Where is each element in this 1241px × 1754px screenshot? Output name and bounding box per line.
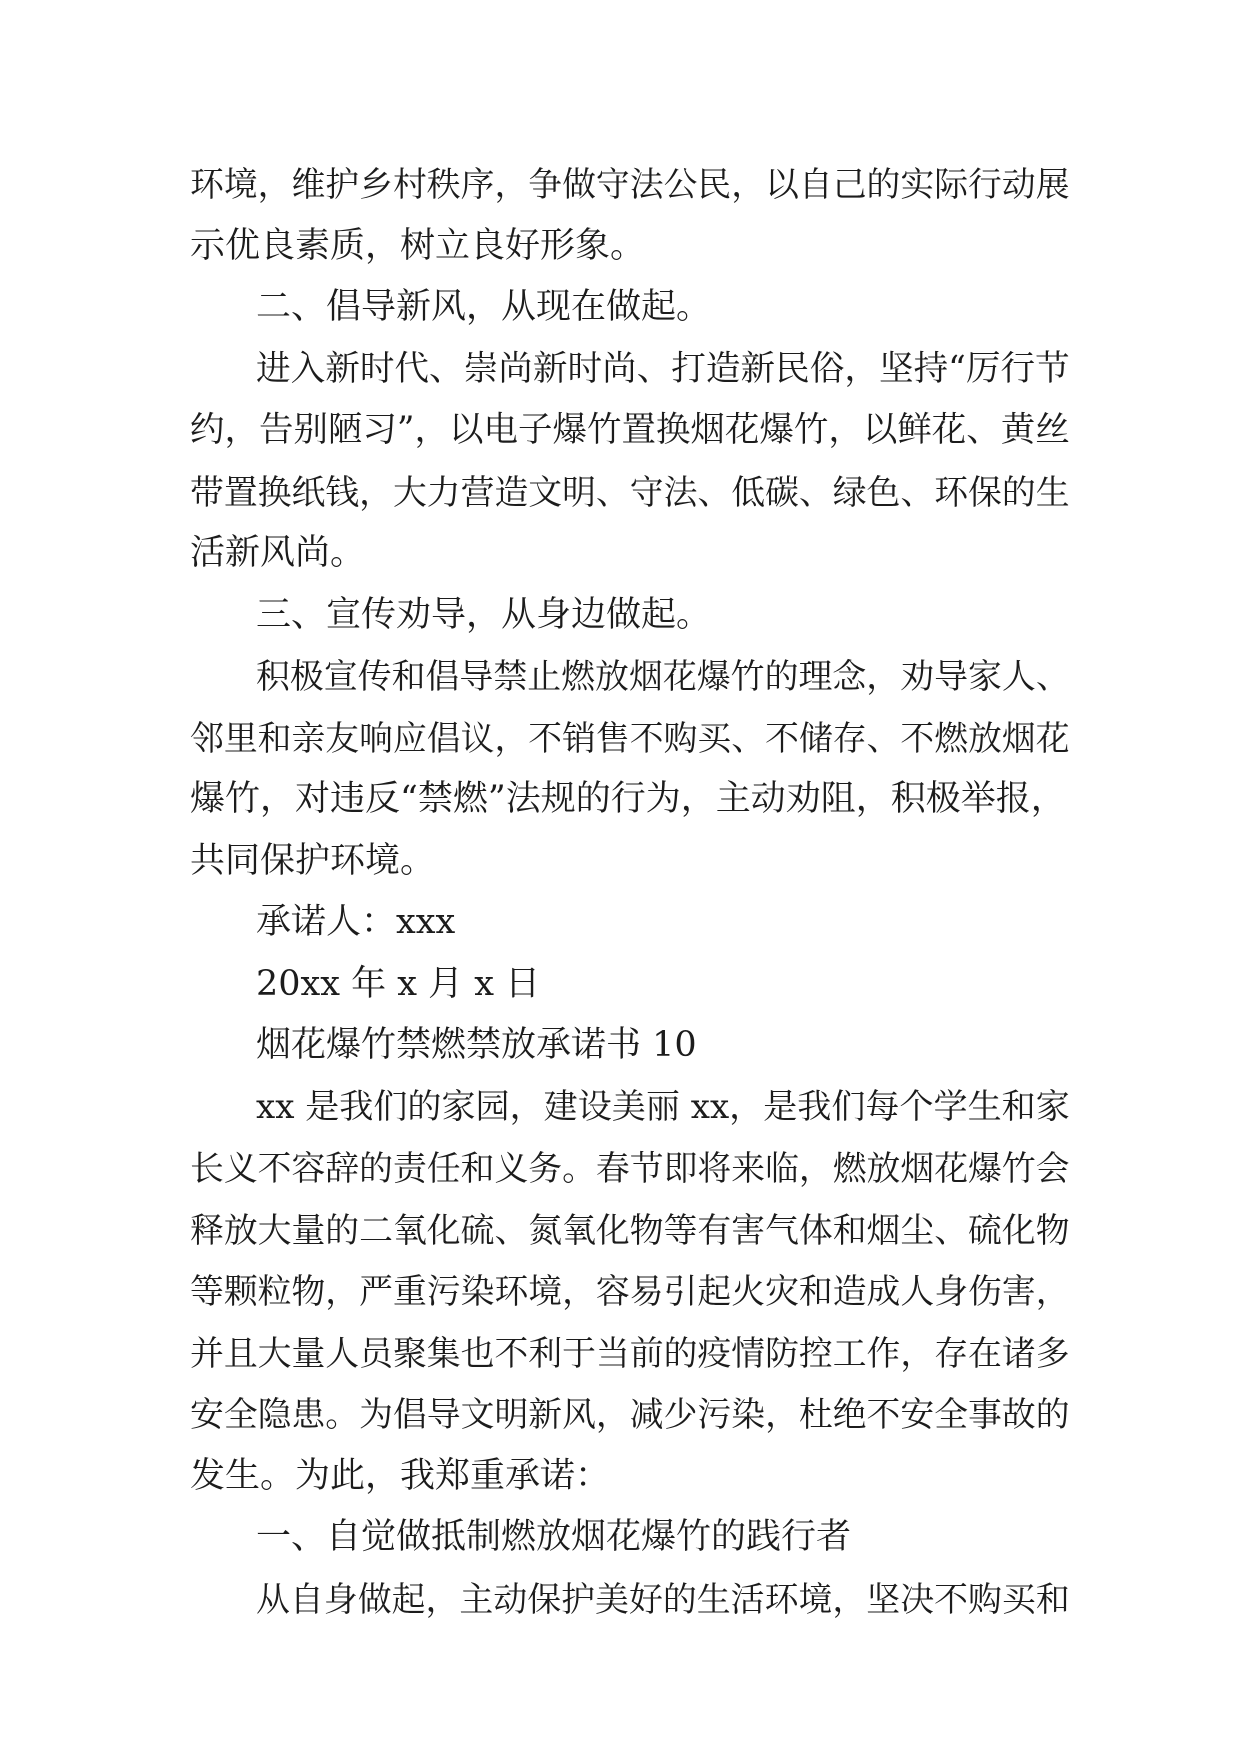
text-line: 等颗粒物，严重污染环境，容易引起火灾和造成人身伤害， — [190, 1272, 1070, 1311]
text-line: xx 是我们的家园，建设美丽 xx，是我们每个学生和家 — [256, 1086, 1070, 1127]
section-heading: 一、自觉做抵制燃放烟花爆竹的践行者 — [256, 1517, 852, 1557]
text-line: 进入新时代、崇尚新时尚、打造新民俗，坚持“厉行节 — [256, 348, 1070, 389]
document-title: 烟花爆竹禁燃禁放承诺书 10 — [256, 1025, 697, 1065]
text-line: 示优良素质，树立良好形象。 — [190, 225, 646, 266]
text-line: 安全隐患。为倡导文明新风，减少污染，杜绝不安全事故的 — [190, 1395, 1070, 1434]
section-heading: 三、宣传劝导，从身边做起。 — [256, 594, 712, 635]
text-line: 共同保护环境。 — [190, 840, 436, 881]
signatory-line: 承诺人：xxx — [256, 902, 456, 942]
text-line: 积极宣传和倡导禁止燃放烟花爆竹的理念，劝导家人、 — [256, 657, 1070, 696]
text-line: 发生。为此，我郑重承诺： — [190, 1455, 611, 1496]
text-line: 爆竹，对违反“禁燃”法规的行为，主动劝阻，积极举报， — [190, 779, 1066, 819]
text-line: 并且大量人员聚集也不利于当前的疫情防控工作，存在诸多 — [190, 1333, 1070, 1373]
section-heading: 二、倡导新风，从现在做起。 — [256, 287, 712, 327]
text-line: 活新风尚。 — [190, 533, 366, 573]
text-line: 释放大量的二氧化硫、氮氧化物等有害气体和烟尘、硫化物 — [190, 1210, 1070, 1250]
text-line: 邻里和亲友响应倡议，不销售不购买、不储存、不燃放烟花 — [190, 718, 1070, 758]
text-line: 从自身做起，主动保护美好的生活环境，坚决不购买和 — [256, 1579, 1070, 1619]
text-line: 长义不容辞的责任和义务。春节即将来临，燃放烟花爆竹会 — [190, 1149, 1070, 1188]
document-body — [190, 154, 1070, 1630]
text-line: 带置换纸钱，大力营造文明、守法、低碳、绿色、环保的生 — [190, 472, 1070, 512]
date-line: 20xx 年 x 月 x 日 — [256, 963, 541, 1004]
text-line: 环境，维护乡村秩序，争做守法公民，以自己的实际行动展 — [190, 165, 1070, 204]
text-line: 约，告别陋习”，以电子爆竹置换烟花爆竹，以鲜花、黄丝 — [190, 410, 1070, 450]
